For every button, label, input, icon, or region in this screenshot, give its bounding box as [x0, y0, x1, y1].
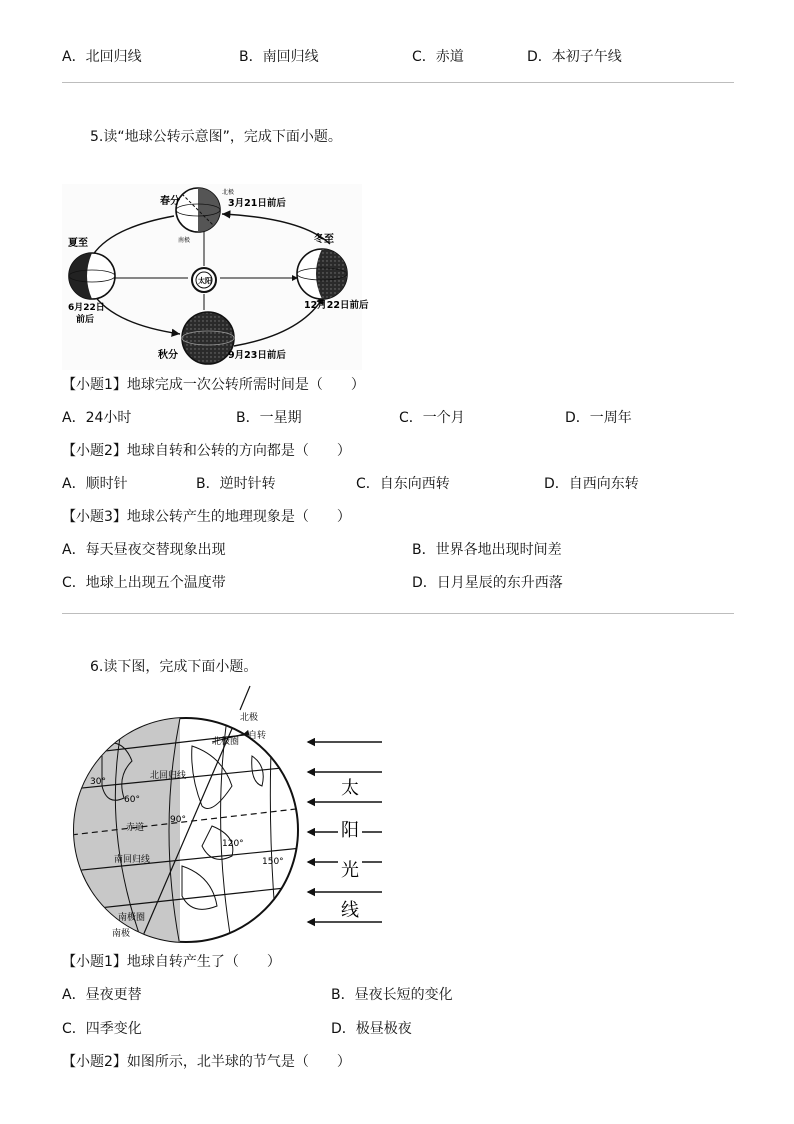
- south-pole-label: 南极: [112, 929, 131, 939]
- sunlight-char-4: 线: [341, 900, 359, 921]
- sun-label: 太阳: [198, 277, 212, 285]
- q5-sub3-option-d[interactable]: D．日月星辰的东升西落: [412, 575, 563, 591]
- q5-sub3-stem: 【小题3】地球公转产生的地理现象是（ ）: [62, 509, 351, 525]
- q5-sub2-option-a[interactable]: A．顺时针: [62, 476, 128, 492]
- north-pole-label: 北极: [240, 713, 259, 723]
- south-pole-label: 南极: [178, 237, 191, 244]
- autumn-label: 秋分: [158, 350, 178, 361]
- arctic-circle-label: 北极圈: [212, 737, 240, 747]
- q6-sub1-option-c[interactable]: C．四季变化: [62, 1021, 142, 1037]
- q4-option-d[interactable]: D．本初子午线: [527, 49, 622, 65]
- antarctic-circle-label: 南极圈: [118, 913, 146, 923]
- q6-sub1-option-d[interactable]: D．极昼极夜: [331, 1021, 412, 1037]
- globe-icon: [62, 706, 322, 946]
- divider: [62, 82, 734, 83]
- sunlight-char-2: 阳: [341, 820, 359, 841]
- q5-sub1-option-c[interactable]: C．一个月: [399, 410, 465, 426]
- sunlight-char-3: 光: [341, 860, 359, 881]
- winter-date: 12月22日前后: [304, 300, 369, 311]
- q5-sub1-option-d[interactable]: D．一周年: [565, 410, 632, 426]
- q5-sub3-option-b[interactable]: B．世界各地出现时间差: [412, 542, 562, 558]
- q5-sub1-option-a[interactable]: A．24小时: [62, 410, 132, 426]
- q6-sub1-stem: 【小题1】地球自转产生了（ ）: [62, 954, 281, 970]
- tropic-cancer-label: 北回归线: [150, 771, 187, 781]
- q5-sub2-option-c[interactable]: C．自东向西转: [356, 476, 450, 492]
- q5-sub2-option-d[interactable]: D．自西向东转: [544, 476, 639, 492]
- summer-date-1: 6月22日: [68, 303, 105, 313]
- q4-option-b[interactable]: B．南回归线: [239, 49, 319, 65]
- q4-option-a[interactable]: A．北回归线: [62, 49, 142, 65]
- q5-sub1-option-b[interactable]: B．一星期: [236, 410, 302, 426]
- lon-30: 30°: [90, 777, 106, 787]
- summer-date-2: 前后: [76, 315, 95, 325]
- spring-label: 春分: [160, 196, 180, 207]
- globe-summer-icon: [69, 253, 115, 299]
- lon-120: 120°: [222, 839, 244, 849]
- q5-sub2-stem: 【小题2】地球自转和公转的方向都是（ ）: [62, 443, 351, 459]
- lon-60: 60°: [124, 795, 140, 805]
- north-pole-label: 北极: [222, 189, 235, 196]
- q6-sub1-option-a[interactable]: A．昼夜更替: [62, 987, 142, 1003]
- spring-date: 3月21日前后: [228, 198, 286, 209]
- q6-sub2-stem: 【小题2】如图所示，北半球的节气是（ ）: [62, 1054, 351, 1070]
- rotation-diagram: [62, 706, 392, 946]
- globe-spring-icon: [176, 188, 220, 232]
- q5-sub3-option-a[interactable]: A．每天昼夜交替现象出现: [62, 542, 226, 558]
- q5-stem: 5.读“地球公转示意图”，完成下面小题。: [90, 129, 342, 145]
- q6-sub1-option-b[interactable]: B．昼夜长短的变化: [331, 987, 453, 1003]
- equator-label: 赤道: [126, 823, 145, 833]
- tropic-capricorn-label: 南回归线: [114, 855, 151, 865]
- summer-label: 夏至: [68, 238, 88, 249]
- q5-sub2-option-b[interactable]: B．逆时针转: [196, 476, 276, 492]
- q4-option-c[interactable]: C．赤道: [412, 49, 464, 65]
- autumn-date: 9月23日前后: [228, 350, 286, 361]
- winter-label: 冬至: [314, 234, 334, 245]
- lon-150: 150°: [262, 857, 284, 867]
- orbit-diagram: [62, 184, 369, 370]
- globe-winter-icon: [297, 249, 347, 299]
- q6-stem: 6.读下图，完成下面小题。: [90, 659, 258, 675]
- lon-90: 90°: [170, 815, 186, 825]
- rotation-label: 自转: [248, 731, 267, 741]
- divider: [62, 613, 734, 614]
- globe-autumn-icon: [182, 312, 234, 364]
- q5-sub3-option-c[interactable]: C．地球上出现五个温度带: [62, 575, 226, 591]
- q5-sub1-stem: 【小题1】地球完成一次公转所需时间是（ ）: [62, 377, 365, 393]
- sunlight-char-1: 太: [341, 778, 359, 799]
